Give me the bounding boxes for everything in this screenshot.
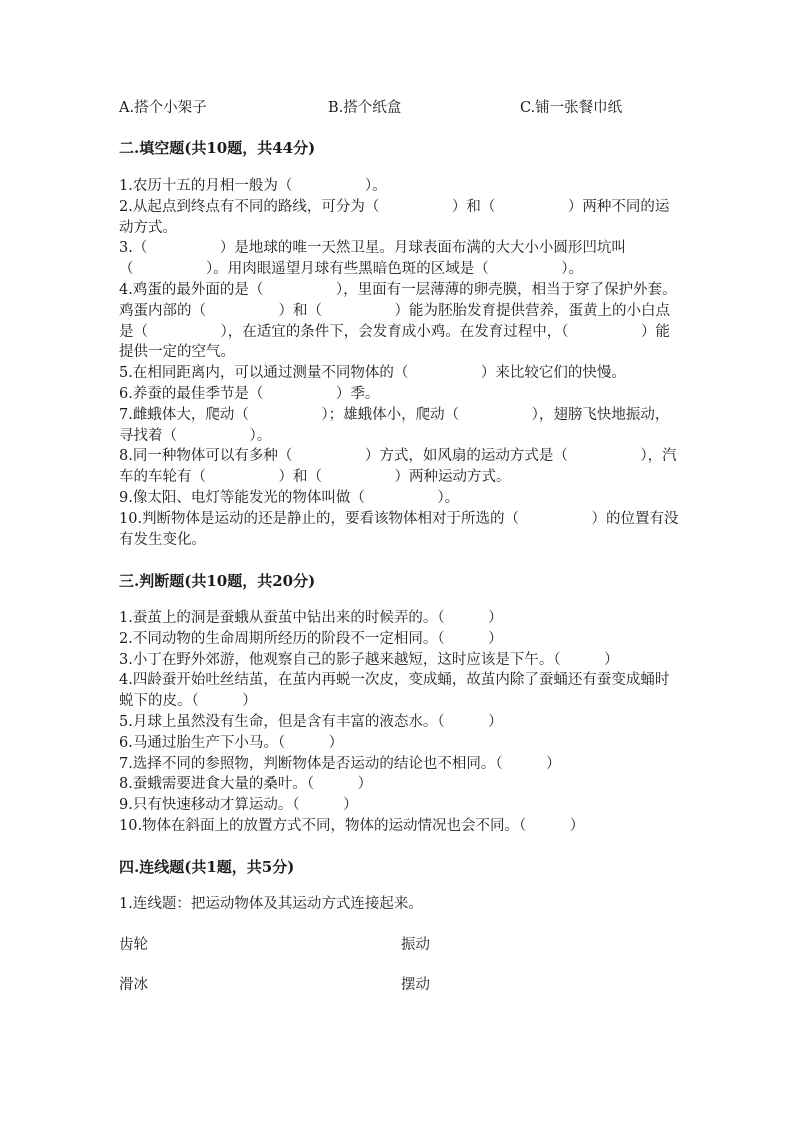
fill-blank-question-list: [119, 176, 679, 550]
section-title-fill-blank: 二.填空题(共10题，共44分): [119, 139, 316, 157]
true-false-question: 3.小丁在野外郊游，他观察自己的影子越来越短，这时应该是下午。（ ）: [119, 651, 619, 668]
true-false-question-list: [119, 608, 679, 837]
matching-question: 1.连线题：把运动物体及其运动方式连接起来。: [119, 896, 423, 912]
true-false-question: 10.物体在斜面上的放置方式不同，物体的运动情况也会不同。（ ）: [119, 817, 585, 834]
fill-blank-question: 6.养蚕的最佳季节是（ ）季。: [119, 385, 380, 402]
true-false-question: 8.蚕蛾需要进食大量的桑叶。（ ）: [119, 776, 373, 793]
section-title-matching: 四.连线题(共1题，共5分): [119, 858, 295, 876]
fill-blank-question: 2.从起点到终点有不同的路线，可分为（ ）和（ ）两种不同的运动方式。: [119, 198, 670, 236]
match-left-item: 齿轮: [119, 937, 148, 953]
match-right-item: 振动: [401, 937, 430, 953]
true-false-question: 6.马通过胎生产下小马。（ ）: [119, 734, 344, 751]
true-false-question: 2.不同动物的生命周期所经历的阶段不一定相同。（ ）: [119, 630, 503, 647]
fill-blank-question: 5.在相同距离内，可以通过测量不同物体的（ ）来比较它们的快慢。: [119, 365, 626, 382]
fill-blank-question: 10.判断物体是运动的还是静止的，要看该物体相对于所选的（ ）的位置有没有发生变化。: [119, 510, 679, 548]
true-false-question: 5.月球上虽然没有生命，但是含有丰富的液态水。（ ）: [119, 713, 503, 730]
true-false-question: 7.选择不同的参照物，判断物体是否运动的结论也不相同。（ ）: [119, 755, 561, 772]
option-a: A.搭个小架子: [119, 100, 207, 116]
fill-blank-question: 3.（ ）是地球的唯一天然卫星。月球表面布满的大大小小圆形凹坑叫（ ）。用肉眼遥望月球有些黑暗色斑的区域是（ ）。: [119, 240, 626, 278]
fill-blank-question: 7.雌蛾体大，爬动（ ）；雄蛾体小，爬动（ ），翅膀飞快地振动，寻找着（ ）。: [119, 406, 670, 444]
true-false-question: 4.四龄蚕开始吐丝结茧，在茧内再蜕一次皮，变成蛹，故茧内除了蚕蛹还有蚕变成蛹时蜕下的皮。（ ）: [119, 672, 670, 710]
match-left-item: 滑冰: [119, 977, 148, 993]
fill-blank-question: 1.农历十五的月相一般为（ ）。: [119, 178, 387, 194]
option-row: [119, 96, 679, 118]
true-false-question: 1.蚕茧上的洞是蚕蛾从蚕茧中钻出来的时候弄的。（ ）: [119, 610, 503, 626]
true-false-question: 9.只有快速移动才算运动。（ ）: [119, 797, 358, 814]
fill-blank-question: 9.像太阳、电灯等能发光的物体叫做（ ）。: [119, 489, 460, 506]
option-c: C.铺一张餐巾纸: [520, 100, 623, 116]
fill-blank-question: 4.鸡蛋的最外面的是（ ），里面有一层薄薄的卵壳膜，相当于穿了保护外套。鸡蛋内部的（ ）和（ ）能为胚胎发育提供营养，蛋黄上的小白点是（ ），在适宜的条件下，会发育成小鸡。在发育过程中，（ ）能提供一定的空气。: [119, 281, 677, 361]
match-right-item: 摆动: [401, 977, 430, 993]
section-title-true-false: 三.判断题(共10题，共20分): [119, 572, 316, 590]
fill-blank-question: 8.同一种物体可以有多种（ ）方式，如风扇的运动方式是（ ），汽车的车轮有（ ）和（ ）两种运动方式。: [119, 448, 677, 486]
option-b: B.搭个纸盒: [328, 100, 402, 116]
